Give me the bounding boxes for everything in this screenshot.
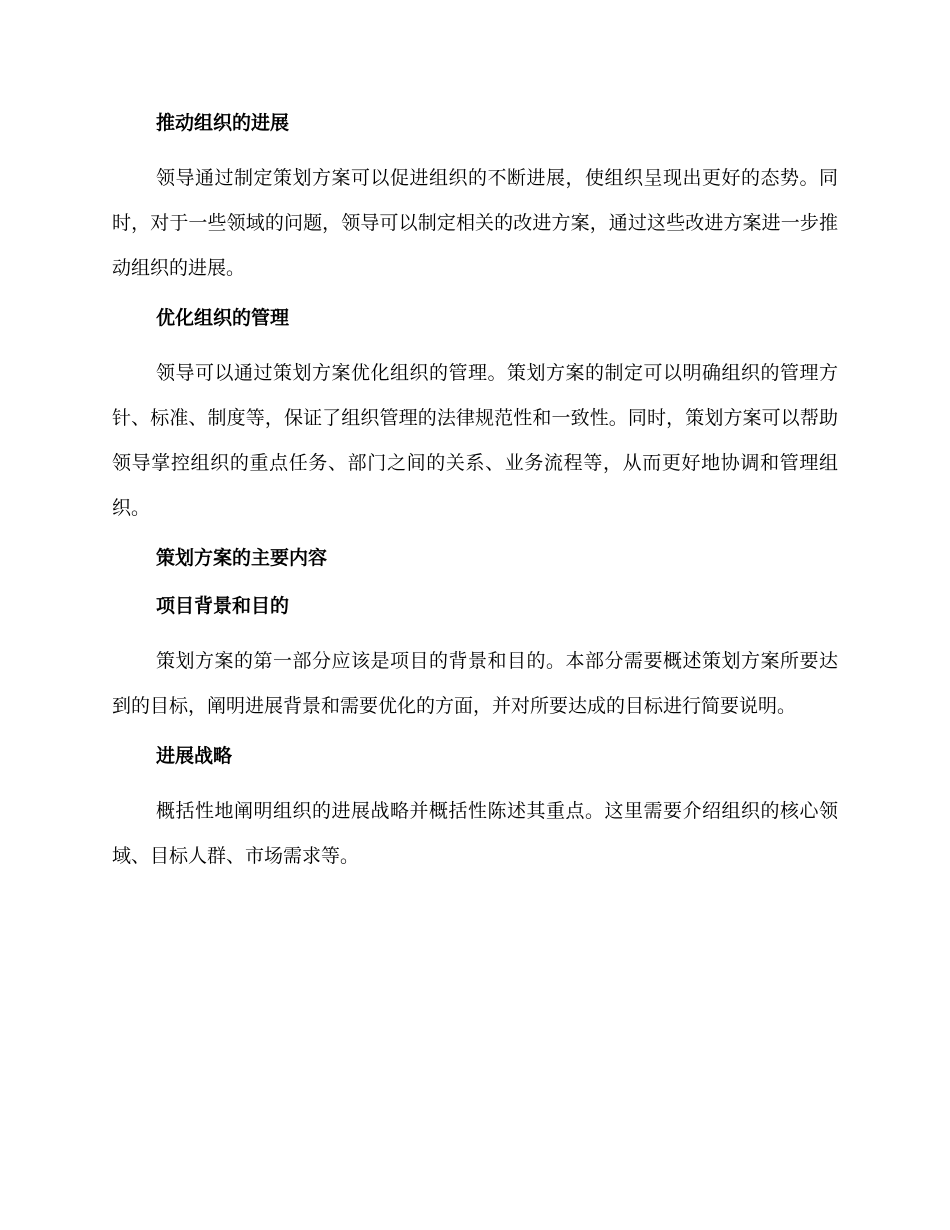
- section-heading: 项目背景和目的: [156, 595, 290, 617]
- section-heading: 进展战略: [156, 745, 233, 767]
- section-paragraph: 概括性地阐明组织的进展战略并概括性陈述其重点。这里需要介绍组织的核心领域、目标人群、市场需求等。: [112, 800, 838, 867]
- section-paragraph: 策划方案的第一部分应该是项目的背景和目的。本部分需要概述策划方案所要达到的目标，阐明进展背景和需要优化的方面，并对所要达成的目标进行简要说明。: [112, 650, 838, 717]
- section-heading: 优化组织的管理: [156, 307, 290, 329]
- chapter-heading: 策划方案的主要内容: [156, 547, 328, 569]
- section-paragraph: 领导通过制定策划方案可以促进组织的不断进展，使组织呈现出更好的态势。同时，对于一些领域的问题，领导可以制定相关的改进方案，通过这些改进方案进一步推动组织的进展。: [112, 167, 838, 279]
- section-paragraph: 领导可以通过策划方案优化组织的管理。策划方案的制定可以明确组织的管理方针、标准、制度等，保证了组织管理的法律规范性和一致性。同时，策划方案可以帮助领导掌控组织的重点任务、部门之间的关系、业务流程等，从而更好地协调和管理组织。: [112, 362, 838, 519]
- section-heading: 推动组织的进展: [156, 112, 290, 134]
